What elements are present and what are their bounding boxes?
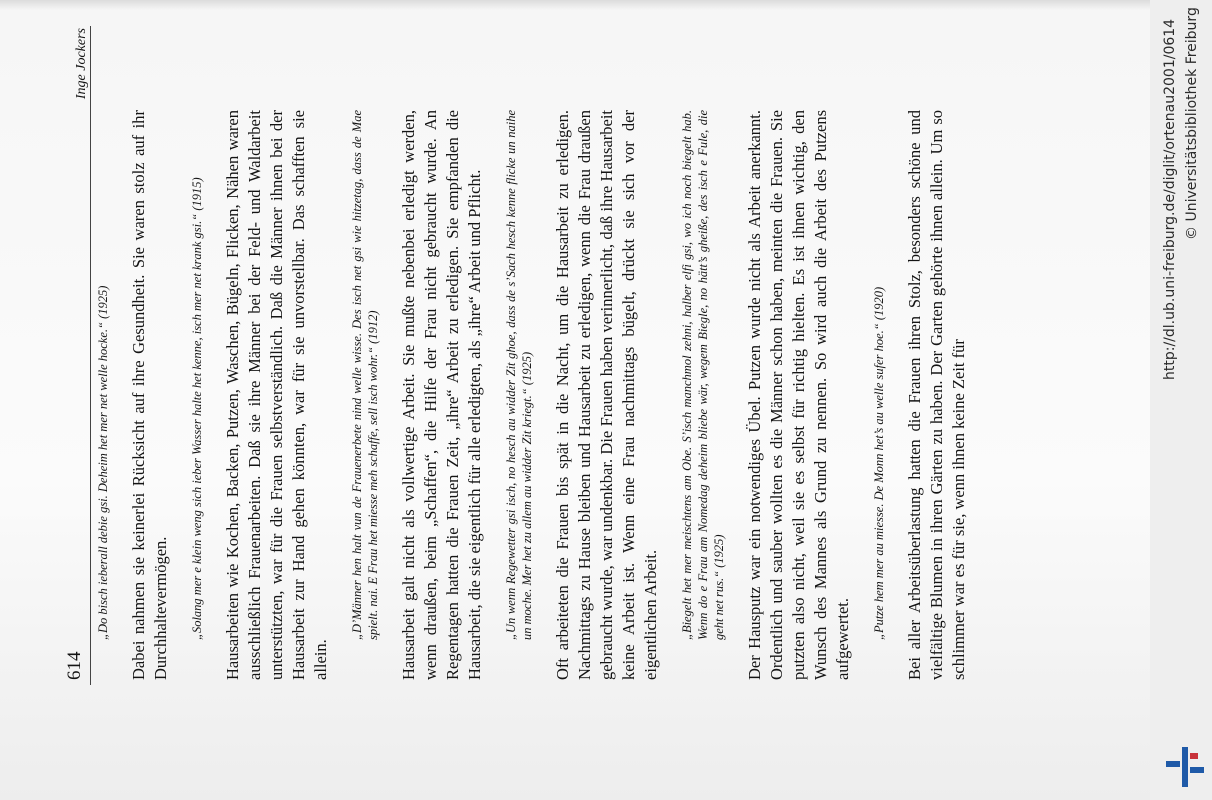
- logo-accent: [1190, 753, 1198, 759]
- page-body: [95, 110, 987, 680]
- logo-bar-left: [1166, 761, 1180, 767]
- logo-bar-center: [1182, 747, 1188, 787]
- paragraph: Oft arbeiteten die Frauen bis spät in die Nacht, um die Hausarbeit zu erledigen. Nachmittags zu Hause bleiben und Hausarbeit zu erledigen, wenn die Frau draußen gebraucht wurde, war undenkbar. Die Frauen haben verinnerlicht, daß ihre Hausarbeit keine Arbeit ist. Wenn eine Frau nachmittags bügelt, drückt sie sich vor der eigentlichen Arbeit.: [553, 110, 660, 680]
- quote-block: „Solang mer e klein weng sich ieber Wasser halte het kenne, isch mer net krank gsi.“ (1915): [190, 177, 204, 640]
- paragraph: Bei aller Arbeitsüberlastung hatten die Frauen ihren Stolz, besonders schöne und vielfältige Blumen in ihren Gärten zu haben. Der Garten gehörte ihnen allein. Um so schlimmer war es für sie, wenn ihnen keine Zeit für: [905, 110, 968, 680]
- paragraph: Hausarbeiten wie Kochen, Backen, Putzen, Waschen, Bügeln, Flicken, Nähen waren ausschließlich Frauenarbeiten. Daß sie ihre Männer bei der Feld- und Waldarbeit unterstützten, war für die Frauen selbstverständlich. Daß die Männer ihnen bei der Hausarbeit zur Hand gehen könnten, war für sie unvorstellbar. Das schafften sie allein.: [223, 110, 330, 680]
- running-header-author: Inge Jockers: [74, 28, 89, 100]
- logo-bar-right: [1190, 767, 1204, 773]
- quote-block: „Biegelt het mer meischtens am Obe. S’isch manchmol zehni, halber elfi gsi, wo ich noch biegelt hab. Wenn do e Frau am Nomedag deheim bliebe wär, wegem Biegle, no hätt’s gheiße, des isch e Fule, die geht net rus.“ (1925): [680, 110, 726, 640]
- paragraph: Der Hausputz war ein notwendiges Übel. Putzen wurde nicht als Arbeit anerkannt. Ordentlich und sauber wollten es die Männer schon haben, meinten die Frauen. Sie putzten also nicht, weil sie es selbst für richtig hielten. Es ist ihnen wichtig, den Wunsch des Mannes als Grund zu nennen. So wird auch die Arbeit des Putzens aufgewertet.: [745, 110, 852, 680]
- source-url-link[interactable]: http://dl.ub.uni-freiburg.de/diglit/ortenau2001/0614: [1162, 18, 1178, 380]
- library-logo-icon: [1162, 745, 1208, 789]
- library-sidebar: [1150, 0, 1212, 800]
- paragraph: Dabei nahmen sie keinerlei Rücksicht auf ihre Gesundheit. Sie waren stolz auf ihr Durchhaltevermögen.: [129, 110, 170, 680]
- rotated-sidebar-text: [1150, 0, 1212, 800]
- copyright-notice: © Universitätsbibliothek Freiburg: [1184, 7, 1200, 240]
- header-rule: [90, 26, 91, 685]
- quote-block: „Putze hem mer au miesse. De Monn het’s au welle sufer hoe.“ (1920): [872, 286, 886, 640]
- page-number: 614: [64, 651, 85, 680]
- paragraph: Hausarbeit galt nicht als vollwertige Arbeit. Sie mußte nebenbei erledigt werden, wenn draußen, beim „Schaffen“, die Hilfe der Frau nicht gebraucht wurde. An Regentagen hatten die Frauen Zeit, „ihre“ Arbeit zu erledigen. Sie empfanden die Hausarbeit, die sie eigentlich für alle erledigten, als „ihre“ Arbeit und Pflicht.: [399, 110, 484, 680]
- quote-block: „D’Männer hen halt vun de Frauenerbete nind welle wisse. Des isch net gsi wie hitzetag, dass de Mae spielt. nai. E Frau het miesse meh schaffe, sell isch wohr.“ (1912): [350, 110, 380, 640]
- quote-block: „Un wenn Regewetter gsi isch, no hesch au widder Zit ghoe, dass de s’Sach hesch kenne flicke un naihe un moche. Mer het zu allem au widder Zit kriegt.“ (1925): [504, 110, 534, 640]
- quote-block: „Do bisch ieberall debie gsi. Deheim het mer net welle hocke.“ (1925): [96, 285, 110, 640]
